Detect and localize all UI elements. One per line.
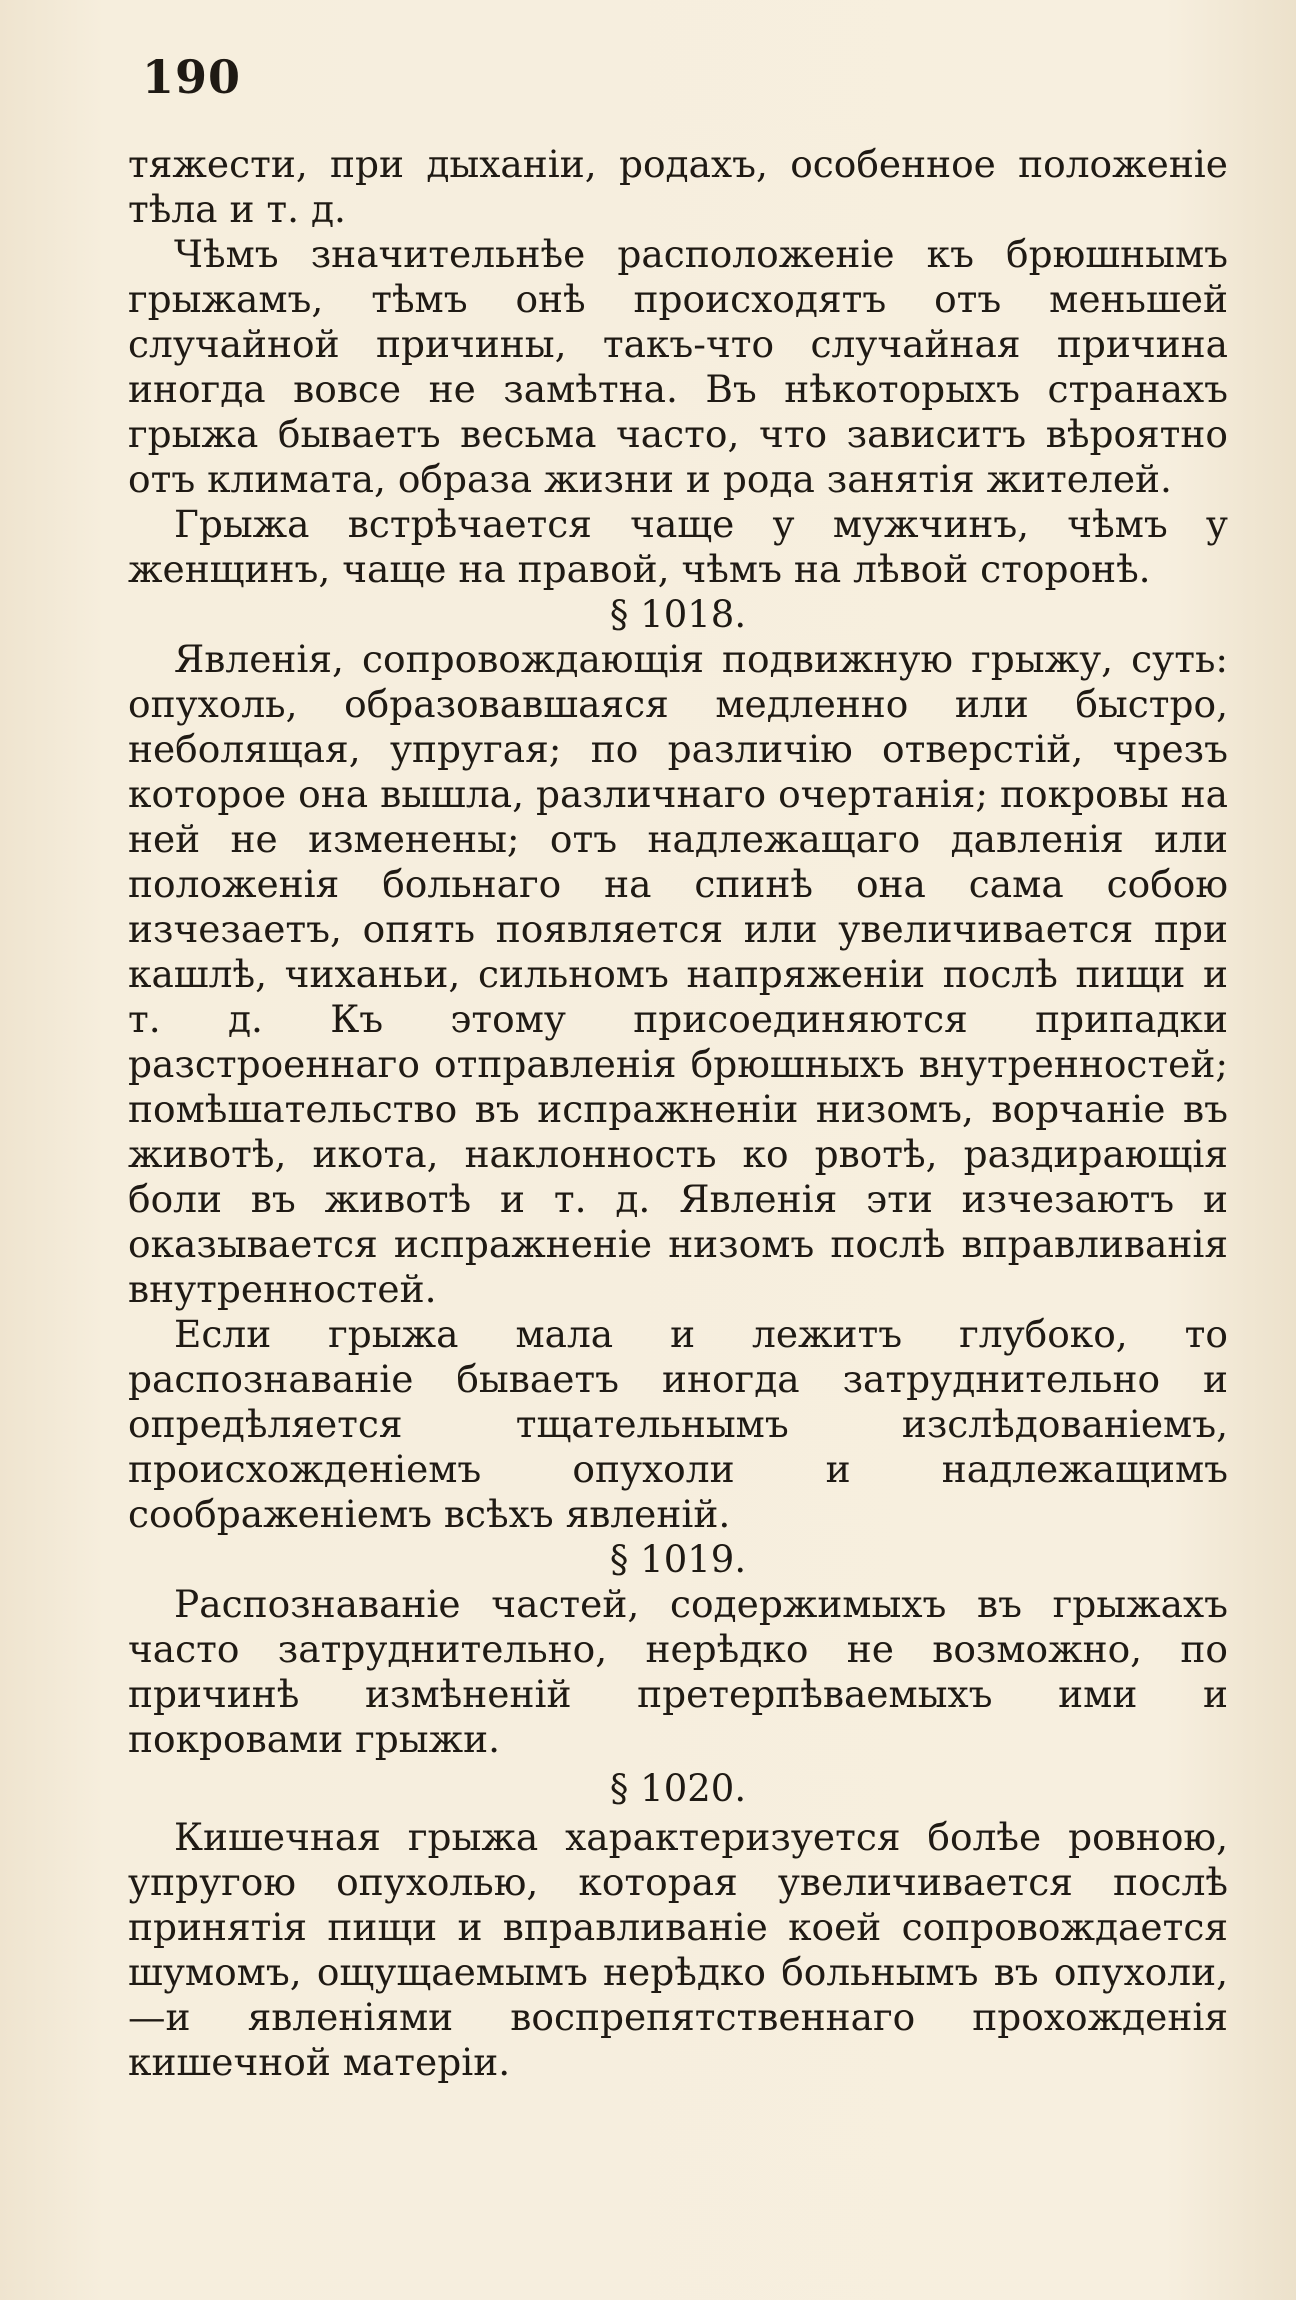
paragraph-symptoms: Явленія, сопровождающія подвижную грыжу, суть: опухоль, образовавшаяся медленно или быстро, неболящая, упругая; по различію отверстій, чрезъ которое она вышла, различнаго очертанія; покровы на ней не изменены; отъ надлежащаго давленія или положенія больнаго на спинѣ она сама собою изчезаетъ, опять появляется или увеличивается при кашлѣ, чиханьи, сильномъ напряженіи послѣ пищи и т. д. Къ этому присоединяются припадки разстроеннаго отправленія брюшныхъ внутренностей; помѣшательство въ испражненіи низомъ, ворчаніе въ животѣ, икота, наклонность ко рвотѣ, раздирающія боли въ животѣ и т. д. Явленія эти изчезаютъ и оказывается испражненіе низомъ послѣ вправливанія внутренностей. [128, 637, 1228, 1311]
section-heading-1018: § 1018. [609, 593, 747, 636]
section-heading-1020: § 1020. [609, 1767, 747, 1810]
paragraph-continuation: тяжести, при дыханіи, родахъ, особенное положеніе тѣла и т. д. [128, 142, 1228, 231]
section-heading-1019: § 1019. [609, 1538, 747, 1581]
paragraph-frequency: Грыжа встрѣчается чаще у мужчинъ, чѣмъ у женщинъ, чаще на правой, чѣмъ на лѣвой сторонѣ. [128, 502, 1228, 591]
paragraph-contents-recognition: Распознаваніе частей, содержимыхъ въ грыжахъ часто затруднительно, нерѣдко не возможно, по причинѣ измѣненій претерпѣваемыхъ ими и покровами грыжи. [128, 1582, 1228, 1761]
paragraph-predisposition: Чѣмъ значительнѣе расположеніе къ брюшнымъ грыжамъ, тѣмъ онѣ происходятъ отъ меньшей случайной причины, такъ-что случайная причина иногда вовсе не замѣтна. Въ нѣкоторыхъ странахъ грыжа бываетъ весьма часто, что зависитъ вѣроятно отъ климата, образа жизни и рода занятія жителей. [128, 232, 1228, 501]
paragraph-intestinal-hernia: Кишечная грыжа характеризуется болѣе ровною, упругою опухолью, которая увеличивается послѣ принятія пищи и вправливаніе коей сопровождается шумомъ, ощущаемымъ нерѣдко больнымъ въ опухоли, —и явленіями воспрепятственнаго прохожденія кишечной матеріи. [128, 1815, 1228, 2084]
page-number: 190 [142, 50, 242, 104]
body-text [128, 142, 1228, 2085]
paragraph-diagnosis: Если грыжа мала и лежитъ глубоко, то распознаваніе бываетъ иногда затруднительно и опредѣляется тщательнымъ изслѣдованіемъ, происхожденіемъ опухоли и надлежащимъ соображеніемъ всѣхъ явленій. [128, 1312, 1228, 1536]
